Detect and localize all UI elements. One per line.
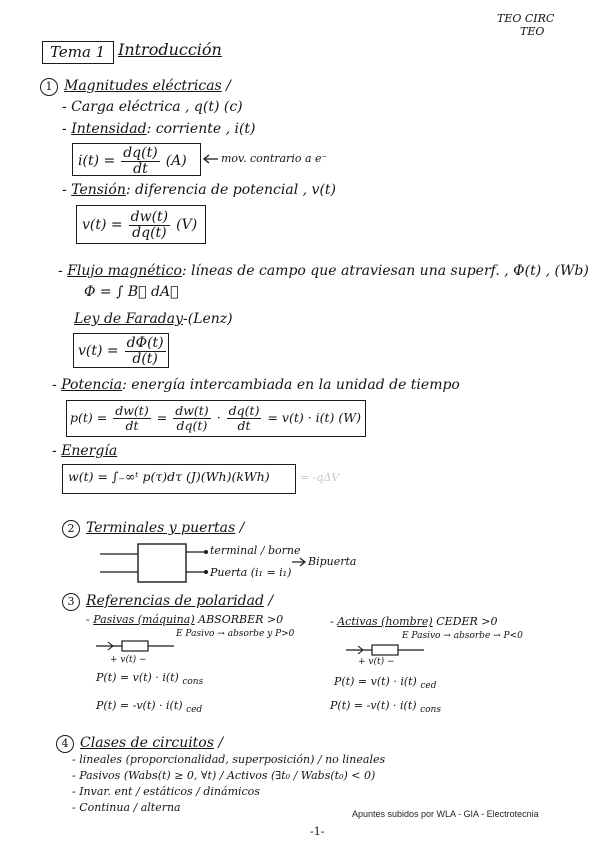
page-number: -1- [310,825,325,838]
flujo-line: - Flujo magnético: líneas de campo que atraviesan una superf. , Φ(t) , (Wb) [58,263,589,279]
energia-line: - Energía [52,443,118,459]
i-unit: (A) [165,153,187,170]
section-1-heading: 1 Magnitudes eléctricas / [40,78,231,96]
i-note: mov. contrario a e⁻ [221,152,328,165]
activa-p2-sub: cons [420,705,441,716]
p-formula [70,404,361,433]
number-1-icon: 1 [40,78,58,96]
pasiva-p2 [96,700,202,716]
p-num-1: dw(t) [115,403,149,418]
pasiva-vlabel: + v(t) − [110,655,147,665]
pasiva-note: E Pasivo → absorbe y P>0 [176,629,295,639]
p-den-1: dt [125,417,139,433]
pasiva-line: - Pasivas (máquina) ABSORBER >0 [86,613,284,626]
pasiva-p2-eq: P(t) = -v(t) · i(t) [96,699,183,712]
v-den: dq(t) [132,225,167,242]
i-num: dq(t) [123,145,158,161]
section-1-title: Magnitudes eléctricas [64,78,222,94]
activa-p1-eq: P(t) = v(t) · i(t) [334,675,417,688]
intensidad-label: Intensidad [71,121,147,137]
section-3-heading: 3 Referencias de polaridad / [62,593,273,611]
number-4-icon: 4 [56,735,74,753]
bipuerta-label: Bipuerta [308,555,357,568]
section-2-heading: 2 Terminales y puertas / [62,520,244,538]
carga-line: - Carga eléctrica , q(t) (c) [62,99,243,115]
fa-num: dΦ(t) [126,335,164,351]
section-4-heading: 4 Clases de circuitos / [56,735,223,753]
v-lhs: v(t) = [82,217,123,234]
tension-line: - Tensión: diferencia de potencial , v(t) [62,182,337,198]
potencia-line: - Potencia: energía intercambiada en la unidad de tiempo [52,377,460,393]
v-num: dw(t) [130,209,169,225]
course-code-bottom: TEO [520,25,545,38]
faraday-label: Ley de Faraday [74,311,184,327]
p-den-2: dq(t) [176,417,208,433]
i-lhs: i(t) = [78,153,116,170]
i-den: dt [133,161,148,178]
activa-p2-eq: P(t) = -v(t) · i(t) [330,699,417,712]
terminal-label: terminal / borne [210,544,301,557]
p-dot: · [216,410,221,426]
e-formula: w(t) = ∫₋∞ᵗ p(τ)dτ (J)(Wh)(kWh) [68,469,270,484]
potencia-label: Potencia [61,377,123,393]
page-title: Introducción [118,40,222,59]
activa-vlabel: + v(t) − [358,657,395,667]
p-num-3: dq(t) [228,403,260,418]
e-faint-note: = -qΔV [300,471,340,484]
p-equals: = [156,410,168,426]
activa-note: E Pasivo → absorbe → P<0 [402,631,523,641]
activa-ceder: CEDER >0 [436,615,498,628]
list-item: - Pasivos (Wabs(t) ≥ 0, ∀t) / Activos (∃t₀ / Wabs(t₀) < 0) [72,769,376,782]
section-2-title: Terminales y puertas [86,520,236,536]
pasiva-absorber: ABSORBER >0 [198,613,284,626]
footer-credit: Apuntes subidos por WLA - GIA - Electrotecnia [352,809,539,819]
tema-label: Tema 1 [50,43,106,61]
pasiva-label: Pasivas (máquina) [93,613,195,626]
course-code-top: TEO CIRC [497,12,555,25]
v-unit: (V) [176,217,198,234]
flujo-desc: : líneas de campo que atraviesan una superf. , Φ(t) , (Wb) [181,263,589,279]
activa-label: Activas (hombre) [337,615,433,628]
puerta-label: Puerta (i₁ = i₁) [210,566,292,579]
p-rhs: = v(t) · i(t) (W) [267,410,362,426]
activa-p1-sub: ced [420,681,437,692]
list-item: - Continua / alterna [72,801,181,814]
intensidad-desc: : corriente , i(t) [146,121,256,137]
phi-equation: Φ = ∫ B⃗ dA⃗ [84,284,179,300]
flujo-label: Flujo magnético [67,263,182,279]
section-4-title: Clases de circuitos [80,735,214,751]
v-formula [82,210,197,242]
left-arrow-icon [203,155,219,163]
pasiva-p1-sub: cons [182,677,204,688]
number-3-icon: 3 [62,593,80,611]
activa-p2 [330,700,441,716]
faraday-note: -(Lenz) [183,311,233,327]
pasiva-p2-sub: ced [186,705,203,716]
activa-p1 [334,676,436,692]
fa-den: d(t) [132,351,158,368]
section-3-title: Referencias de polaridad [86,593,264,609]
tension-desc: : diferencia de potencial , v(t) [125,182,337,198]
activa-line: - Activas (hombre) CEDER >0 [330,615,498,628]
pasiva-p1-eq: P(t) = v(t) · i(t) [96,671,179,684]
p-num-2: dw(t) [175,403,209,418]
pasiva-p1 [96,672,203,688]
faraday-formula [78,336,168,368]
fa-lhs: v(t) = [78,343,119,360]
p-lhs: p(t) = [70,410,108,426]
list-item: - lineales (proporcionalidad, superposición) / no lineales [72,753,386,766]
potencia-desc: : energía intercambiada en la unidad de tiempo [122,377,460,393]
p-den-3: dt [237,417,251,433]
tension-label: Tensión [71,182,126,198]
list-item: - Invar. ent / estáticos / dinámicos [72,785,260,798]
number-2-icon: 2 [62,520,80,538]
activa-v: v(t) [368,657,385,667]
i-formula [78,146,187,178]
energia-label: Energía [61,443,118,459]
pasiva-v: v(t) [120,655,137,665]
faraday-line [74,312,233,327]
intensidad-line: - Intensidad: corriente , i(t) [62,121,256,137]
